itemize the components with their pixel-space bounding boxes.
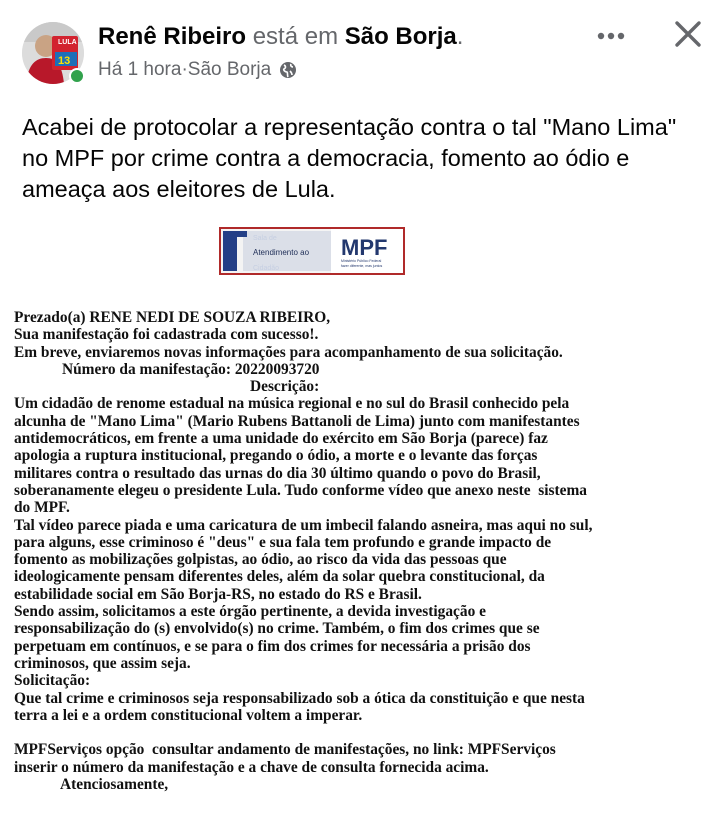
post-text: Acabei de protocolar a representação contra o tal "Mano Lima" no MPF por crime contra a democracia, fomento ao ódio e ameaça aos eleitores de Lula. xyxy=(22,114,677,202)
doc-protocol-number: Número da manifestação: 20220093720 xyxy=(62,360,320,378)
author-action: está em xyxy=(246,23,345,50)
mpf-banner-image xyxy=(219,227,405,275)
banner-subtitle2: fazer diferente, mas juntos xyxy=(341,264,383,268)
post-time[interactable]: Há 1 hora xyxy=(98,59,182,80)
doc-line: antidemocráticos, em frente a uma unidade do exército em São Borja (parece) faz xyxy=(14,430,548,448)
banner-line2: Atendimento ao xyxy=(253,248,310,257)
doc-line: Prezado(a) RENE NEDI DE SOUZA RIBEIRO, xyxy=(14,309,331,326)
doc-line: criminosos, que assim seja. xyxy=(14,654,191,672)
doc-line: alcunha de "Mano Lima" (Mario Rubens Battanoli de Lima) junto com manifestantes xyxy=(14,412,580,430)
close-icon[interactable] xyxy=(668,14,708,54)
doc-line: para alguns, esse criminoso é "deus" e sua fala tem profundo e grande impacto de xyxy=(14,533,552,551)
doc-line: responsabilização do (s) envolvido(s) no crime. Também, o fim dos crimes que se xyxy=(14,620,540,638)
doc-line: Em breve, enviaremos novas informações para acompanhamento de sua solicitação. xyxy=(14,343,563,361)
doc-line: do MPF. xyxy=(14,499,70,517)
author-line xyxy=(98,22,463,52)
avatar-badge: 13 xyxy=(58,55,71,67)
banner-subtitle1: Ministério Público Federal xyxy=(341,259,382,263)
doc-line: Sendo assim, solicitamos a este órgão pertinente, a devida investigação e xyxy=(14,603,486,621)
protocol-document xyxy=(14,309,714,793)
meta-separator: · xyxy=(181,59,188,80)
doc-line: terra a lei e a ordem constitucional voltem a imperar. xyxy=(14,706,363,724)
mpf-logo xyxy=(221,229,403,273)
banner-logo-text: MPF xyxy=(341,235,388,260)
doc-line: perpetuam em contínuos, e se para o fim dos crimes for necessária a prisão dos xyxy=(14,637,531,655)
globe-icon[interactable] xyxy=(279,61,297,79)
author-trailing: . xyxy=(456,23,464,50)
post-location[interactable]: São Borja xyxy=(187,59,272,80)
doc-line: Um cidadão de renome estadual na música regional e no sul do Brasil conhecido pela xyxy=(14,395,570,413)
post-meta xyxy=(98,58,297,82)
doc-line: fomento as mobilizações golpistas, ao ódio, ao risco da vida das pessoas que xyxy=(14,551,507,569)
more-horizontal-icon[interactable] xyxy=(590,20,632,52)
author-name[interactable]: Renê Ribeiro xyxy=(98,23,247,50)
doc-line: MPFServiços opção consultar andamento de manifestações, no link: MPFServiços xyxy=(14,741,556,759)
doc-line: apologia a ruptura institucional, pregando o ódio, a morte e o levante das forças xyxy=(14,447,538,465)
post-header xyxy=(0,0,720,100)
doc-line: Sua manifestação foi cadastrada com sucesso!. xyxy=(14,326,319,344)
doc-line: Tal vídeo parece piada e uma caricatura de um imbecil falando asneira, mas aqui no sul, xyxy=(14,516,593,534)
doc-line: Que tal crime e criminosos seja responsabilizado sob a ótica da constituição e que nesta xyxy=(14,689,585,707)
doc-signoff: Atenciosamente, xyxy=(60,776,169,794)
banner-line1: Sala de xyxy=(253,235,277,242)
doc-line: estabilidade social em São Borja-RS, no estado do RS e Brasil. xyxy=(14,585,422,603)
doc-blank-line xyxy=(14,724,714,741)
online-status-dot xyxy=(69,68,85,84)
author-place[interactable]: São Borja xyxy=(344,23,457,50)
doc-request-heading: Solicitação: xyxy=(14,672,91,690)
doc-line: soberanamente elegeu o presidente Lula. Tudo conforme vídeo que anexo neste sistema xyxy=(14,481,587,499)
doc-line: militares contra o resultado das urnas do dia 30 último quando o povo do Brasil, xyxy=(14,464,541,482)
banner-line3: Cidadão xyxy=(253,265,280,272)
doc-line: ideologicamente pensam diferentes deles, além da solar quebra constitucional, da xyxy=(14,568,545,586)
doc-description-heading: Descrição: xyxy=(250,378,320,396)
doc-line: inserir o número da manifestação e a chave de consulta fornecida acima. xyxy=(14,758,489,776)
avatar-label: LULA xyxy=(58,39,77,46)
